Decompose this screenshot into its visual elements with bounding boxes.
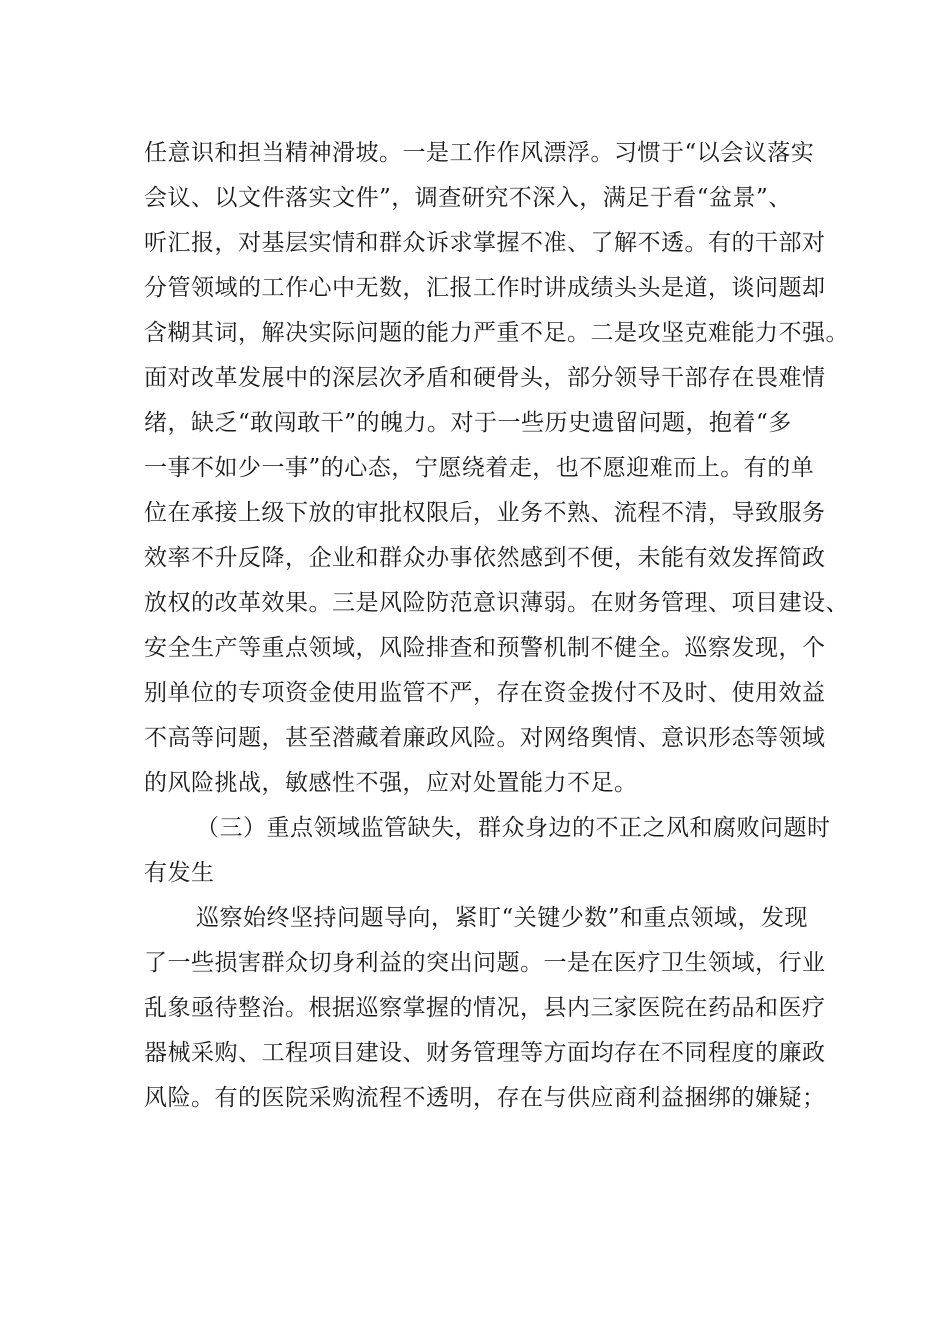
body-text-line: 一事不如少一事”的心态，宁愿绕着走，也不愿迎难而上。有的单 bbox=[144, 455, 815, 481]
body-text-line: 巡察始终坚持问题导向，紧盯“关键少数”和重点领域，发现 bbox=[196, 905, 809, 931]
body-text-line: 含糊其词，解决实际问题的能力严重不足。二是攻坚克难能力不强。 bbox=[144, 320, 849, 346]
body-text-line: 任意识和担当精神滑坡。一是工作作风漂浮。习惯于“以会议落实 bbox=[144, 140, 815, 166]
body-text-line: 位在承接上级下放的审批权限后，业务不熟、流程不清，导致服务 bbox=[144, 500, 826, 526]
body-text-line: 分管领域的工作心中无数，汇报工作时讲成绩头头是道，谈问题却 bbox=[144, 275, 826, 301]
body-text-line: 不高等问题，甚至潜藏着廉政风险。对网络舆情、意识形态等领域 bbox=[144, 725, 826, 751]
body-text-line: 风险。有的医院采购流程不透明，存在与供应商利益捆绑的嫌疑； bbox=[144, 1085, 826, 1111]
body-text-line: 效率不升反降，企业和群众办事依然感到不便，未能有效发挥简政 bbox=[144, 545, 826, 571]
body-text-line: 了一些损害群众切身利益的突出问题。一是在医疗卫生领域，行业 bbox=[144, 950, 826, 976]
body-text-line: 的风险挑战，敏感性不强，应对处置能力不足。 bbox=[144, 770, 638, 796]
body-text-line: 别单位的专项资金使用监管不严，存在资金拨付不及时、使用效益 bbox=[144, 680, 826, 706]
body-text-line: 放权的改革效果。三是风险防范意识薄弱。在财务管理、项目建设、 bbox=[144, 590, 849, 616]
body-text-line: 会议、以文件落实文件”，调查研究不深入，满足于看“盆景”、 bbox=[144, 185, 792, 211]
body-text-line: 器械采购、工程项目建设、财务管理等方面均存在不同程度的廉政 bbox=[144, 1040, 826, 1066]
body-text-line: 乱象亟待整治。根据巡察掌握的情况，县内三家医院在药品和医疗 bbox=[144, 995, 826, 1021]
section-heading: （三）重点领域监管缺失，群众身边的不正之风和腐败问题时 bbox=[196, 815, 831, 841]
body-text-line: 安全生产等重点领域，风险排查和预警机制不健全。巡察发现，个 bbox=[144, 635, 826, 661]
body-text-line: 面对改革发展中的深层次矛盾和硬骨头，部分领导干部存在畏难情 bbox=[144, 365, 826, 391]
section-heading: 有发生 bbox=[144, 860, 215, 886]
body-text-line: 绪，缺乏“敢闯敢干”的魄力。对于一些历史遗留问题，抱着“多 bbox=[144, 410, 792, 436]
body-text-line: 听汇报，对基层实情和群众诉求掌握不准、了解不透。有的干部对 bbox=[144, 230, 826, 256]
